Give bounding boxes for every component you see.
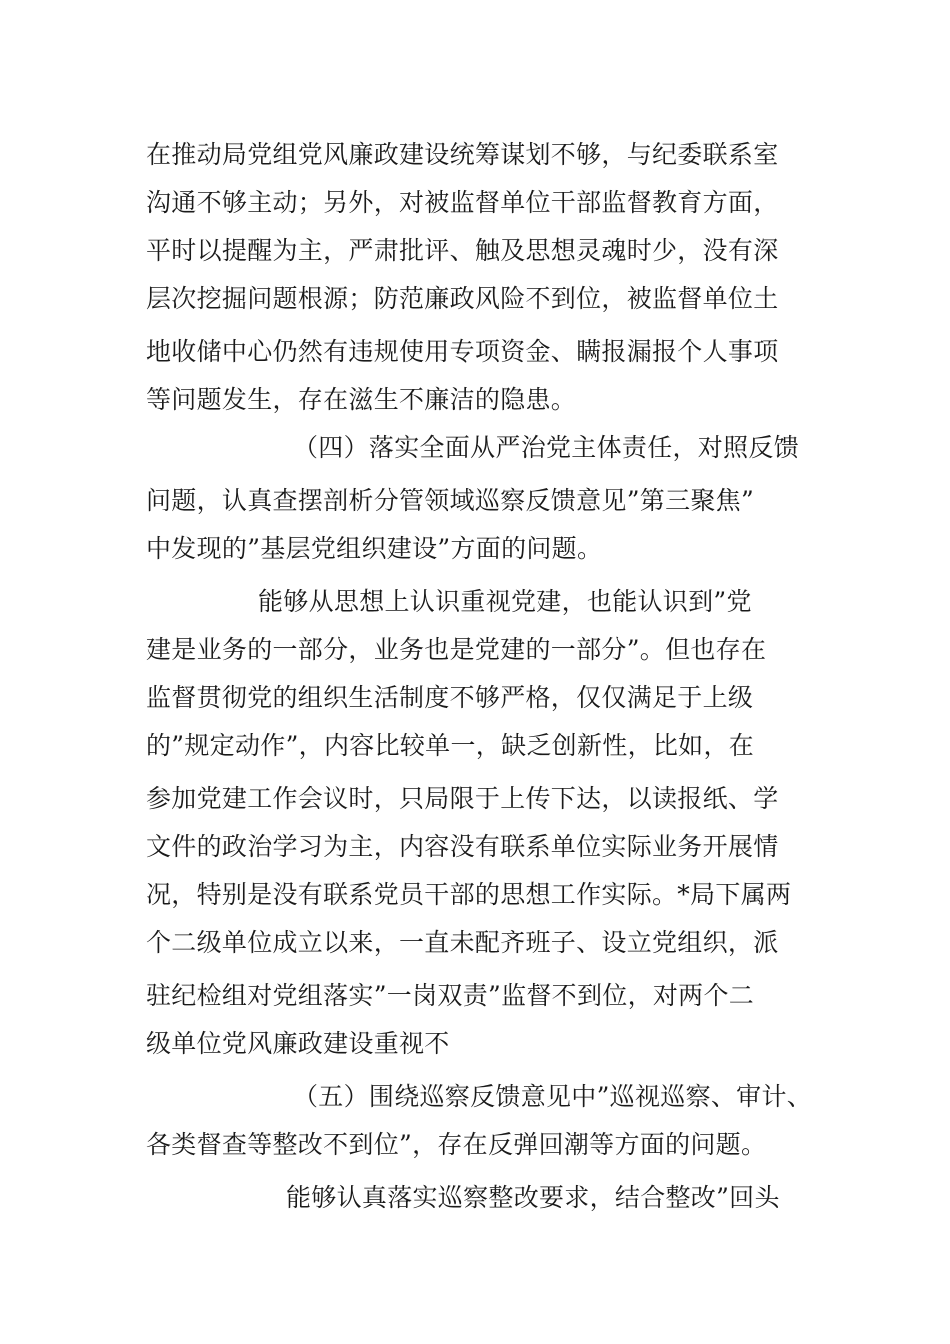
text-line: 况，特别是没有联系党员干部的思想工作实际。*局下属两	[146, 880, 792, 909]
text-line: 能够从思想上认识重视党建，也能认识到”党	[258, 587, 752, 616]
section-heading-5-line: 各类督查等整改不到位”，存在反弹回潮等方面的问题。	[146, 1130, 767, 1159]
section-heading-4: （四）落实全面从严治党主体责任，对照反馈	[293, 433, 800, 462]
section-heading-4-line: 问题，认真查摆剖析分管领域巡察反馈意见”第三聚焦”	[146, 486, 755, 515]
text-line: 的”规定动作”，内容比较单一，缺乏创新性，比如，在	[146, 731, 755, 760]
text-line: 等问题发生，存在滋生不廉洁的隐患。	[146, 385, 577, 414]
text-line: 个二级单位成立以来，一直未配齐班子、设立党组织，派	[146, 928, 779, 957]
text-line: 文件的政治学习为主，内容没有联系单位实际业务开展情	[146, 832, 779, 861]
section-heading-5: （五）围绕巡察反馈意见中”巡视巡察、审计、	[293, 1082, 813, 1111]
text-line: 平时以提醒为主，严肃批评、触及思想灵魂时少，没有深	[146, 236, 779, 265]
text-line: 级单位党风廉政建设重视不	[146, 1029, 450, 1058]
text-line: 驻纪检组对党组落实”一岗双责”监督不到位，对两个二	[146, 981, 755, 1010]
text-line: 层次挖掘问题根源；防范廉政风险不到位，被监督单位土	[146, 284, 779, 313]
text-line: 能够认真落实巡察整改要求，结合整改”回头	[286, 1183, 780, 1212]
section-heading-4-line: 中发现的”基层党组织建设”方面的问题。	[146, 534, 603, 563]
text-line: 地收储中心仍然有违规使用专项资金、瞒报漏报个人事项	[146, 337, 779, 366]
text-line: 在推动局党组党风廉政建设统筹谋划不够，与纪委联系室	[146, 140, 779, 169]
text-line: 建是业务的一部分，业务也是党建的一部分”。但也存在	[146, 635, 767, 664]
text-line: 监督贯彻党的组织生活制度不够严格，仅仅满足于上级	[146, 683, 754, 712]
text-line: 沟通不够主动；另外，对被监督单位干部监督教育方面，	[146, 188, 779, 217]
text-line: 参加党建工作会议时，只局限于上传下达，以读报纸、学	[146, 784, 779, 813]
